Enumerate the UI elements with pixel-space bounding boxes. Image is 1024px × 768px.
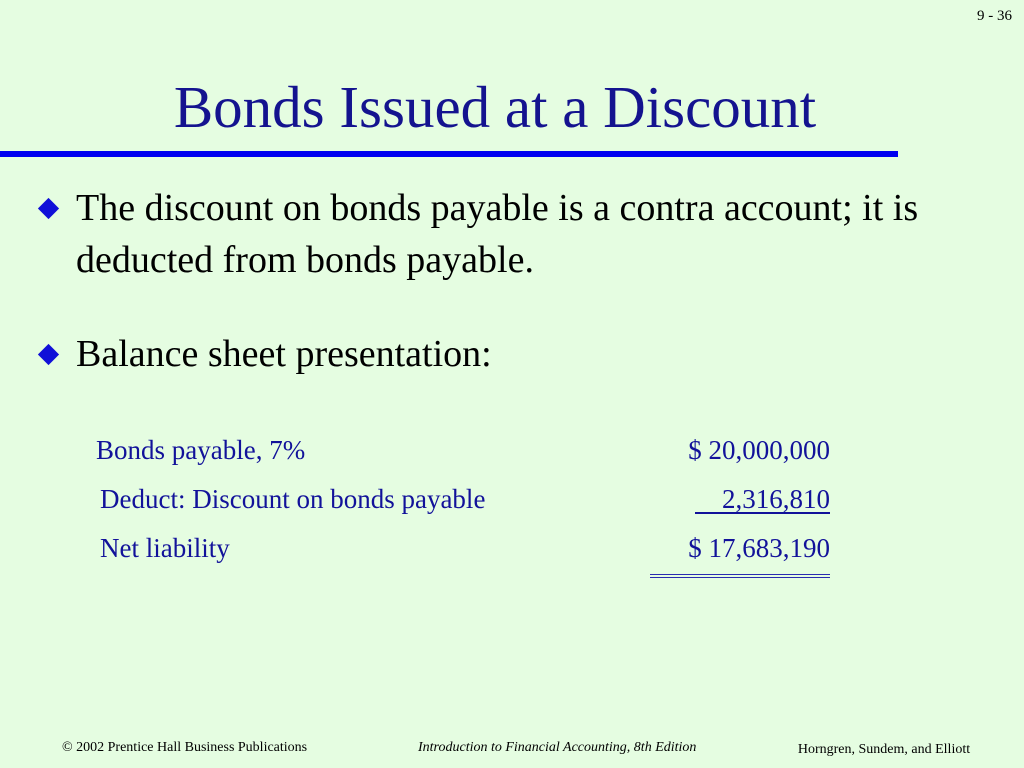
footer-copyright: © 2002 Prentice Hall Business Publications — [62, 740, 308, 755]
row-label: Deduct: Discount on bonds payable — [100, 484, 486, 514]
footer-book-title: Introduction to Financial Accounting, 8th Edition — [418, 740, 697, 755]
row-amount: 2,316,810 — [695, 484, 830, 514]
slide-title: Bonds Issued at a Discount — [173, 74, 817, 140]
row-amount: $ 20,000,000 — [688, 435, 830, 465]
bullet-item-contra-account — [38, 182, 938, 286]
bullet-text: Balance sheet presentation: — [76, 333, 492, 375]
page-number: 9 - 36 — [977, 8, 1012, 24]
total-double-underline — [650, 574, 830, 578]
row-label: Net liability — [100, 533, 230, 563]
row-label: Bonds payable, 7% — [96, 435, 306, 465]
title-underline-rule — [0, 151, 898, 157]
row-amount: $ 17,683,190 — [688, 533, 830, 563]
bullet-item-balance-sheet — [38, 328, 938, 380]
footer-authors: Horngren, Sundem, and Elliott — [797, 742, 971, 757]
bullet-text: The discount on bonds payable is a contra account; it is deducted from bonds payable. — [76, 187, 919, 281]
